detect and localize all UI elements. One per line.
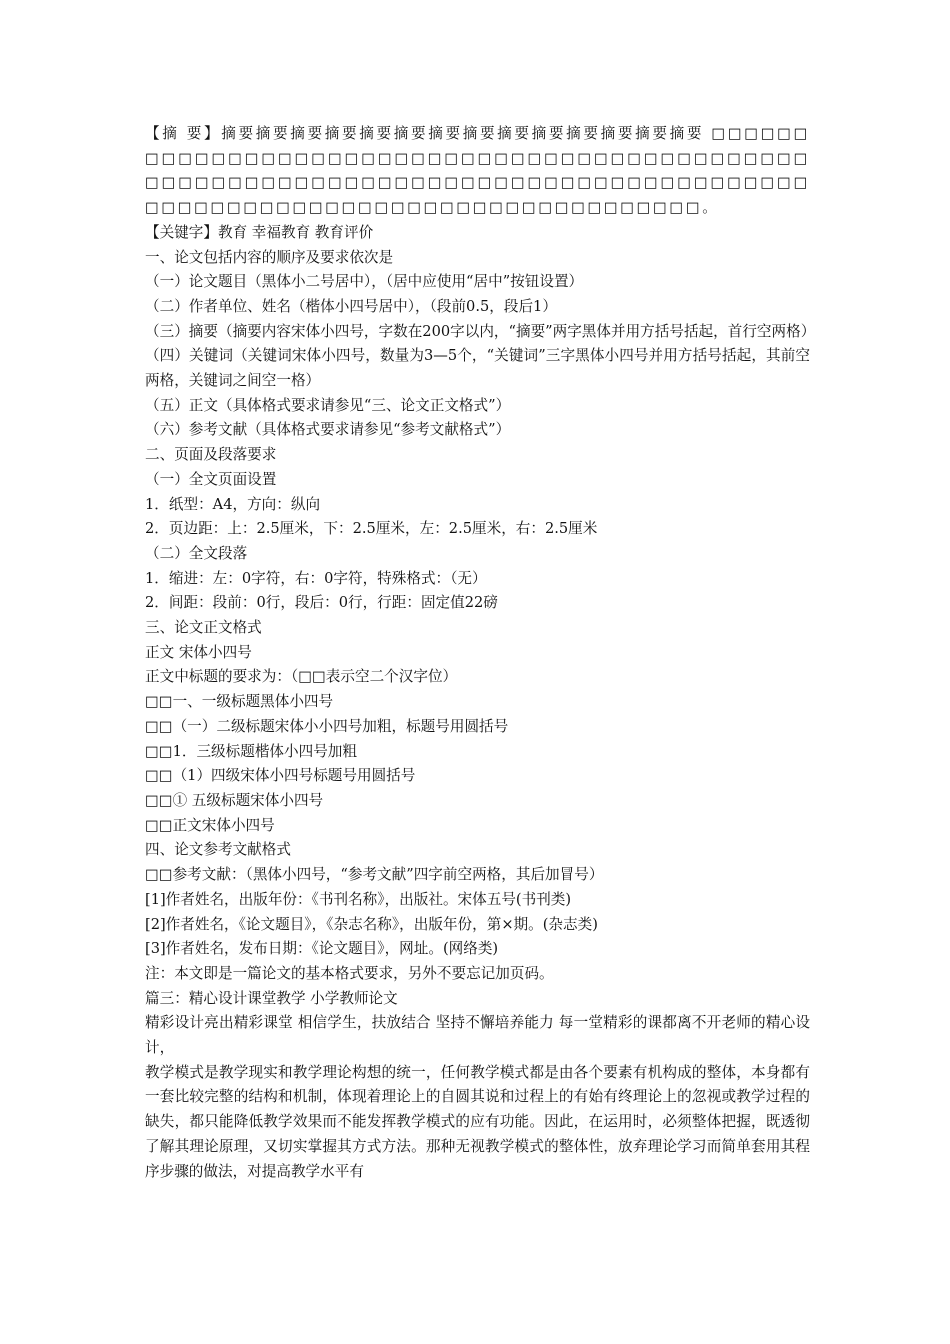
body-paragraph: 2．页边距：上：2.5厘米，下：2.5厘米，左：2.5厘米，右：2.5厘米 [145, 520, 598, 538]
body-paragraph: （三）摘要（摘要内容宋体小四号，字数在200字以内，“摘要”两字黑体并用方括号括起，首行空两格） [145, 322, 816, 340]
body-paragraph: （一）论文题目（黑体小二号居中），（居中应使用“居中”按钮设置） [145, 273, 584, 291]
body-paragraph: □□正文宋体小四号 [145, 816, 275, 834]
body-paragraph: （二）全文段落 [145, 544, 248, 562]
body-paragraph: [1]作者姓名，出版年份：《书刊名称》，出版社。宋体五号(书刊类) [145, 890, 572, 908]
body-paragraph: 正文中标题的要求为：（□□表示空二个汉字位） [145, 668, 458, 686]
body-paragraph: 三、论文正文格式 [145, 619, 262, 637]
body-paragraph: 二、页面及段落要求 [145, 446, 277, 464]
body-paragraph: 1．缩进：左：0字符，右：0字符，特殊格式：（无） [145, 569, 487, 587]
document-page [145, 122, 816, 1184]
body-paragraph: [3]作者姓名，发布日期：《论文题目》，网址。(网络类) [145, 940, 499, 958]
body-paragraphs [145, 246, 816, 1185]
body-paragraph: （四）关键词（关键词宋体小四号，数量为3—5个，“关键词”三字黑体小四号并用方括号括起，其前空两格，关键词之间空一格） [145, 347, 810, 390]
body-paragraph: 精彩设计亮出精彩课堂 相信学生，扶放结合 坚持不懈培养能力 每一堂精彩的课都离不开老师的精心设计， [145, 1014, 810, 1057]
body-paragraph: （五）正文（具体格式要求请参见“三、论文正文格式”） [145, 396, 511, 414]
body-paragraph: 正文 宋体小四号 [145, 643, 252, 661]
body-paragraph: □□（1）四级宋体小四号标题号用圆括号 [145, 767, 416, 785]
body-paragraph: （二）作者单位、姓名（楷体小四号居中），（段前0.5，段后1） [145, 297, 557, 315]
body-paragraph: 四、论文参考文献格式 [145, 841, 291, 859]
body-paragraph: [2]作者姓名，《论文题目》，《杂志名称》，出版年份，第×期。(杂志类) [145, 915, 598, 933]
body-paragraph: 一、论文包括内容的顺序及要求依次是 [145, 248, 394, 266]
keywords-paragraph: 【关键字】教育 幸福教育 教育评价 [145, 223, 374, 241]
body-paragraph: □□1．三级标题楷体小四号加粗 [145, 742, 357, 760]
body-paragraph: 教学模式是教学现实和教学理论构想的统一，任何教学模式都是由各个要素有机构成的整体，本身都有一套比较完整的结构和机制，体现着理论上的自圆其说和过程上的有始有终理论上的忽视或教学过程的缺失，都只能降低教学效果而不能发挥教学模式的应有功能。因此，在运用时，必须整体把握，既透彻了解其理论原理，又切实掌握其方式方法。那种无视教学模式的整体性，放弃理论学习而简单套用其程序步骤的做法，对提高教学水平有 [145, 1063, 810, 1180]
body-paragraph: 1．纸型：A4，方向：纵向 [145, 495, 321, 513]
body-paragraph: （一）全文页面设置 [145, 470, 277, 488]
body-paragraph: 注：本文即是一篇论文的基本格式要求，另外不要忘记加页码。 [145, 964, 554, 982]
body-paragraph: 2．间距：段前：0行，段后：0行，行距：固定值22磅 [145, 594, 498, 612]
body-paragraph: □□参考文献：（黑体小四号，“参考文献”四字前空两格，其后加冒号） [145, 866, 604, 884]
body-paragraph: □□① 五级标题宋体小四号 [145, 791, 324, 809]
body-paragraph: （六）参考文献（具体格式要求请参见“参考文献格式”） [145, 421, 511, 439]
abstract-paragraph: 【摘 要】摘要摘要摘要摘要摘要摘要摘要摘要摘要摘要摘要摘要摘要摘要 □□□□□□□□□□□□□□□□□□□□□□□□□□□□□□□□□□□□□□□□□□□□□□□□□□□□□□□□□□□□□□□□□□□□□□□□□□□□□□□□□□□□□□□□□□□□□□□□□□□□□□□□□□□□□□□□□□□□□□□□。 [145, 125, 810, 217]
body-paragraph: 篇三：精心设计课堂教学 小学教师论文 [145, 989, 398, 1007]
body-paragraph: □□一、一级标题黑体小四号 [145, 693, 334, 711]
body-paragraph: □□（一）二级标题宋体小小四号加粗，标题号用圆括号 [145, 717, 509, 735]
